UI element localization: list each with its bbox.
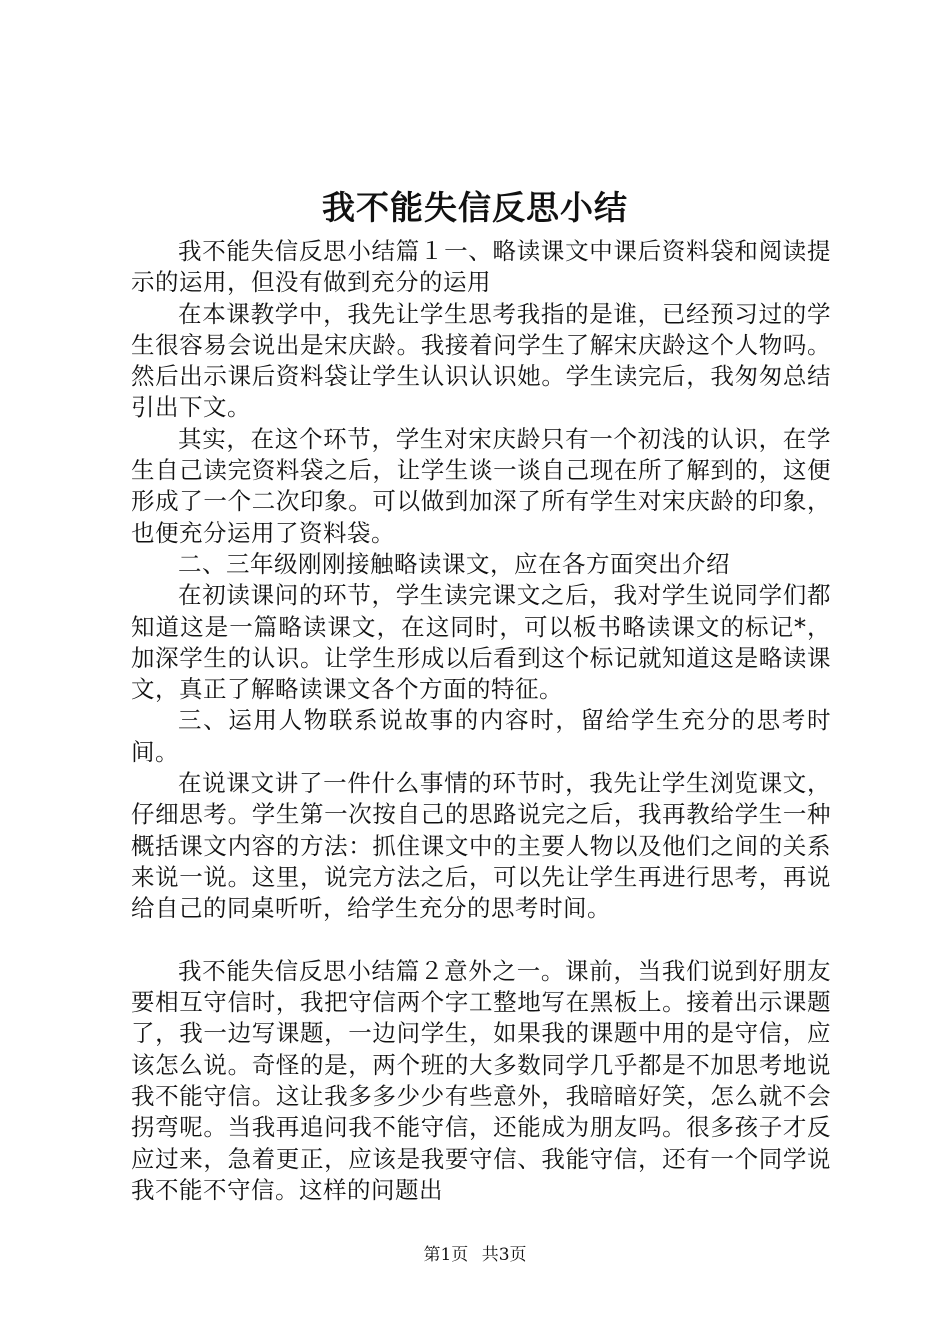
page-number: 第1页 xyxy=(423,1245,469,1265)
paragraph-4: 二、三年级刚刚接触略读课文，应在各方面突出介绍 xyxy=(178,549,730,578)
paragraph-1: 我不能失信反思小结篇１一、略读课文中课后资料袋和阅读提示的运用，但没有做到充分的运用 xyxy=(131,237,831,297)
paragraph-6: 三、运用人物联系说故事的内容时，留给学生充分的思考时间。 xyxy=(131,706,831,766)
document-body xyxy=(131,236,831,1206)
paragraph-3: 其实，在这个环节，学生对宋庆龄只有一个初浅的认识，在学生自己读完资料袋之后，让学生谈一谈自己现在所了解到的，这便形成了一个二次印象。可以做到加深了所有学生对宋庆龄的印象，也便充分运用了资料袋。 xyxy=(131,424,831,547)
page-footer xyxy=(0,1244,950,1266)
document-title: 我不能失信反思小结 xyxy=(322,188,628,227)
paragraph-5: 在初读课问的环节，学生读完课文之后，我对学生说同学们都知道这是一篇略读课文，在这同时，可以板书略读课文的标记*，加深学生的认识。让学生形成以后看到这个标记就知道这是略读课文，真正了解略读课文各个方面的特征。 xyxy=(131,581,831,704)
paragraph-7: 在说课文讲了一件什么事情的环节时，我先让学生浏览课文，仔细思考。学生第一次按自己的思路说完之后，我再教给学生一种概括课文内容的方法：抓住课文中的主要人物以及他们之间的关系来说一说。这里，说完方法之后，可以先让学生再进行思考，再说给自己的同桌听听，给学生充分的思考时间。 xyxy=(131,769,831,923)
paragraph-8: 我不能失信反思小结篇２意外之一。课前，当我们说到好朋友要相互守信时，我把守信两个字工整地写在黑板上。接着出示课题了，我一边写课题，一边问学生，如果我的课题中用的是守信，应该怎么说。奇怪的是，两个班的大多数同学几乎都是不加思考地说我不能守信。这让我多多少少有些意外，我暗暗好笑，怎么就不会拐弯呢。当我再追问我不能守信，还能成为朋友吗。很多孩子才反应过来，急着更正，应该是我要守信、我能守信，还有一个同学说我不能不守信。这样的问题出 xyxy=(131,956,831,1204)
section-gap xyxy=(131,925,831,956)
page-total: 共3页 xyxy=(481,1245,527,1265)
paragraph-2: 在本课教学中，我先让学生思考我指的是谁，已经预习过的学生很容易会说出是宋庆龄。我接着问学生了解宋庆龄这个人物吗。然后出示课后资料袋让学生认识认识她。学生读完后，我匆匆总结引出下文。 xyxy=(131,299,831,422)
